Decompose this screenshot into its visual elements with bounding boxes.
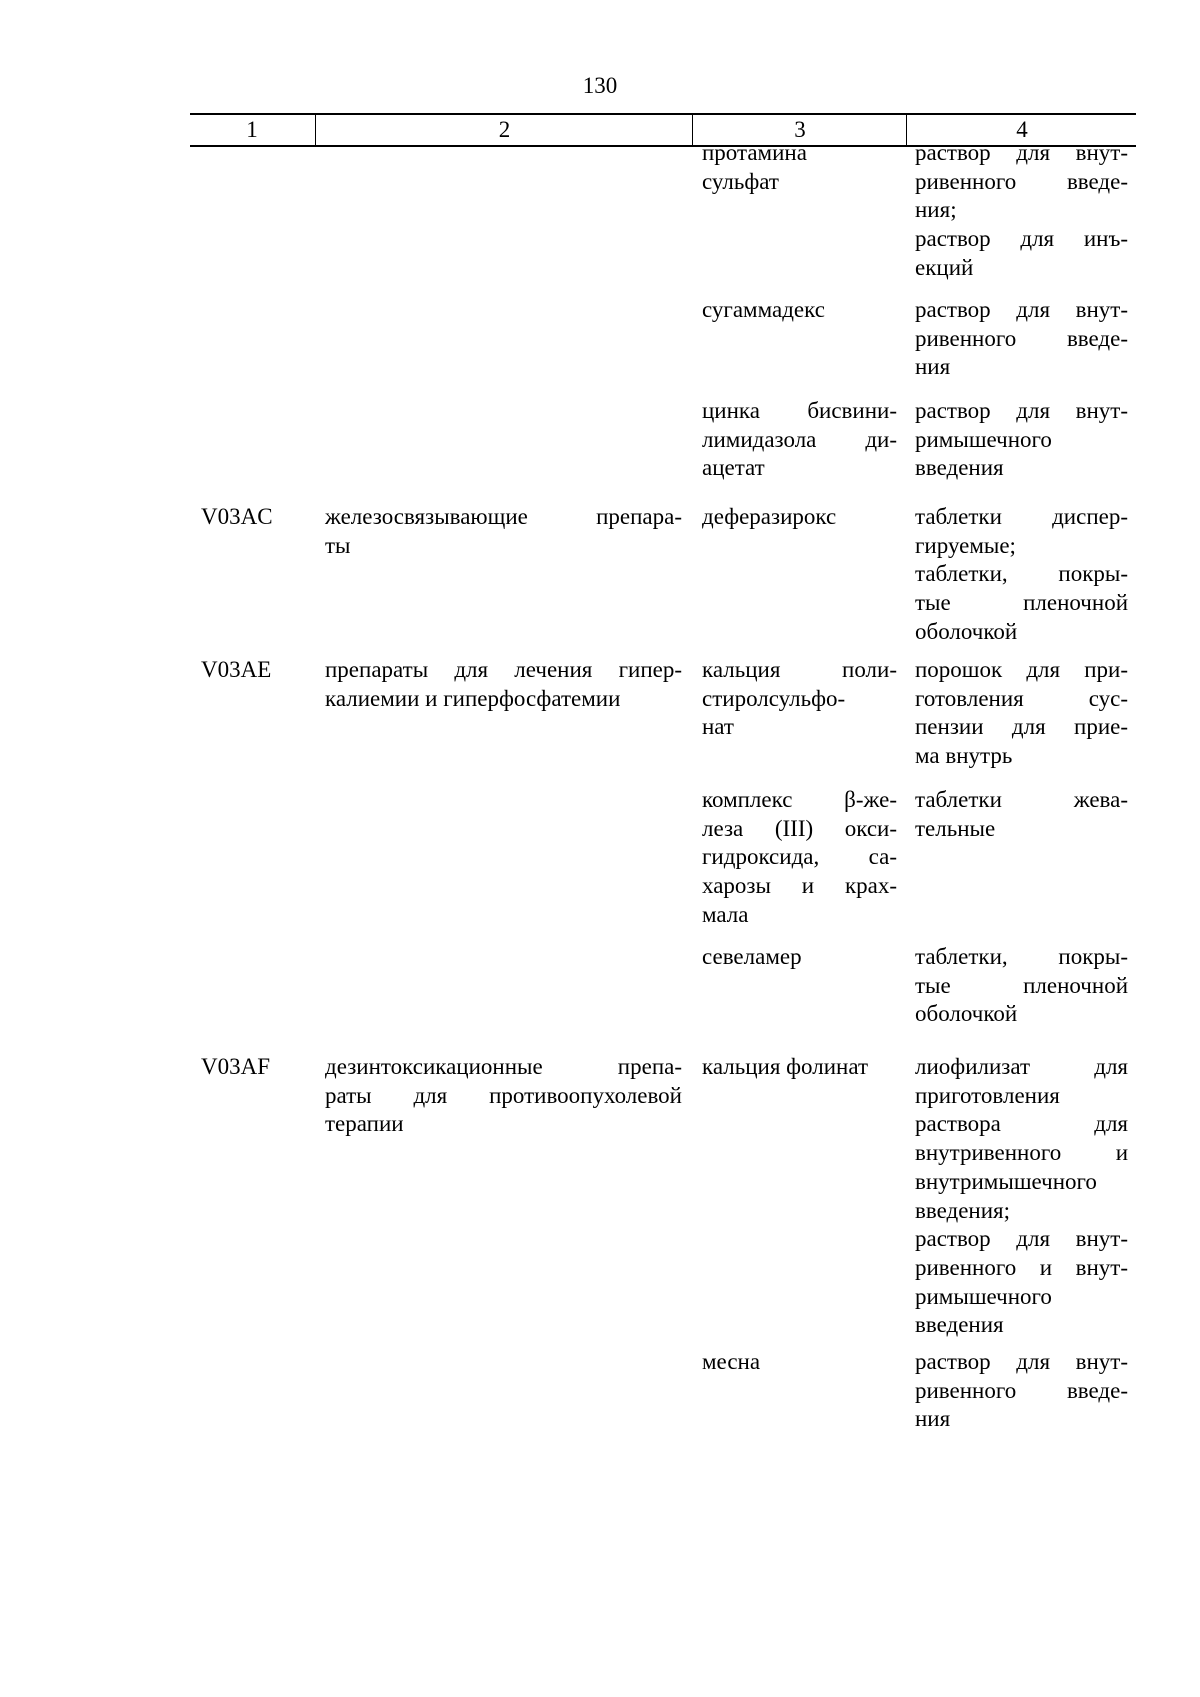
cell-line: дезинтоксикационные препа-	[325, 1054, 682, 1079]
cell-line: кальция фолинат	[702, 1054, 869, 1079]
atc-code-cell	[201, 503, 301, 532]
cell-line: оболочкой	[915, 618, 1018, 644]
cell-line: внутривенного и	[915, 1140, 1128, 1166]
dosage-form-cell	[915, 1348, 1128, 1434]
substance-cell	[702, 503, 897, 532]
cell-line: тельные	[915, 815, 996, 841]
table-row	[190, 656, 1136, 786]
table-row	[190, 139, 1136, 296]
cell-line: раствор для внут-	[915, 140, 1128, 165]
cell-line: препараты для лечения гипер-	[325, 657, 682, 682]
cell-line: таблетки, покры-	[915, 561, 1128, 587]
cell-line: севеламер	[702, 944, 802, 969]
page-number: 130	[582, 73, 618, 98]
cell-line: пензии для прие-	[915, 714, 1128, 740]
table-row	[190, 1053, 1136, 1348]
cell-line: раты для противоопухолевой	[325, 1082, 682, 1108]
header-col-1: 1	[246, 117, 258, 142]
atc-code-cell	[201, 1053, 301, 1082]
table-body	[190, 140, 1136, 1547]
cell-line: кальция поли-	[702, 657, 897, 682]
cell-line: ния	[915, 1406, 951, 1432]
cell-line: таблетки диспер-	[915, 504, 1128, 529]
substance-cell	[702, 139, 897, 196]
cell-line: ты	[325, 532, 351, 558]
cell-line: таблетки жева-	[915, 787, 1128, 812]
cell-line: введения;	[915, 1197, 1010, 1223]
group-name-cell	[325, 656, 682, 713]
header-col-4: 4	[906, 115, 1137, 145]
cell-line: деферазирокс	[702, 504, 837, 529]
cell-line: V03AE	[201, 657, 272, 682]
cell-line: комплекс β-же-	[702, 787, 897, 812]
cell-line: харозы и крах-	[702, 873, 897, 899]
cell-line: тые пленочной	[915, 972, 1128, 998]
substance-cell	[702, 397, 897, 483]
table-row	[190, 397, 1136, 503]
cell-line: порошок для при-	[915, 657, 1128, 682]
cell-line: ния;	[915, 197, 957, 223]
cell-line: железосвязывающие препара-	[325, 504, 682, 529]
cell-line: раствора для	[915, 1111, 1128, 1137]
cell-line: стиролсульфо-	[702, 685, 846, 711]
group-name-cell	[325, 1053, 682, 1139]
cell-line: терапии	[325, 1111, 404, 1137]
cell-line: мала	[702, 901, 749, 927]
cell-line: тые пленочной	[915, 590, 1128, 616]
cell-line: ния	[915, 354, 951, 380]
cell-line: готовления сус-	[915, 685, 1128, 711]
dosage-form-cell	[915, 397, 1128, 483]
cell-line: ривенного введе-	[915, 325, 1128, 351]
cell-line: V03AF	[201, 1054, 271, 1079]
header-col-2: 2	[315, 115, 693, 145]
dosage-form-cell	[915, 503, 1128, 647]
cell-line: ривенного и внут-	[915, 1254, 1128, 1280]
substance-cell	[702, 296, 897, 325]
substance-cell	[702, 943, 897, 972]
cell-line: раствор для внут-	[915, 297, 1128, 322]
header-col-3: 3	[692, 115, 907, 145]
cell-line: таблетки, покры-	[915, 944, 1128, 969]
cell-line: гируемые;	[915, 532, 1016, 558]
dosage-form-cell	[915, 1053, 1128, 1340]
cell-line: римышечного	[915, 1283, 1052, 1309]
cell-line: ривенного введе-	[915, 1377, 1128, 1403]
cell-line: раствор для внут-	[915, 1226, 1128, 1252]
cell-line: сульфат	[702, 168, 779, 194]
cell-line: гидроксида, са-	[702, 844, 897, 870]
dosage-form-cell	[915, 943, 1128, 1029]
cell-line: месна	[702, 1349, 761, 1374]
cell-line: леза (III) окси-	[702, 815, 897, 841]
cell-line: калиемии и гиперфосфатемии	[325, 685, 621, 711]
cell-line: введения	[915, 455, 1004, 481]
table-row	[190, 1348, 1136, 1448]
cell-line: раствор для внут-	[915, 398, 1128, 423]
drug-table	[190, 113, 1136, 1547]
cell-line: внутримышечного	[915, 1168, 1097, 1194]
cell-line: лимидазола ди-	[702, 426, 897, 452]
cell-line: нат	[702, 714, 734, 740]
cell-line: оболочкой	[915, 1001, 1018, 1027]
cell-line: ривенного введе-	[915, 168, 1128, 194]
cell-line: сугаммадекс	[702, 297, 825, 322]
cell-line: ма внутрь	[915, 743, 1013, 769]
cell-line: лиофилизат для	[915, 1054, 1128, 1079]
table-row	[190, 786, 1136, 943]
cell-line: приготовления	[915, 1082, 1060, 1108]
dosage-form-cell	[915, 296, 1128, 382]
cell-line: V03AC	[201, 504, 273, 529]
dosage-form-cell	[915, 656, 1128, 771]
table-row	[190, 296, 1136, 397]
substance-cell	[702, 786, 897, 930]
table-row	[190, 503, 1136, 656]
cell-line: ацетат	[702, 455, 765, 481]
substance-cell	[702, 1053, 897, 1082]
cell-line: раствор для внут-	[915, 1349, 1128, 1374]
dosage-form-cell	[915, 786, 1128, 843]
substance-cell	[702, 656, 897, 742]
cell-line: введения	[915, 1312, 1004, 1338]
group-name-cell	[325, 503, 682, 560]
cell-line: римышечного	[915, 426, 1052, 452]
table-row	[190, 943, 1136, 1053]
cell-line: екций	[915, 254, 974, 280]
atc-code-cell	[201, 656, 301, 685]
cell-line: протамина	[702, 140, 807, 165]
substance-cell	[702, 1348, 897, 1377]
dosage-form-cell	[915, 139, 1128, 283]
cell-line: цинка бисвини-	[702, 398, 897, 423]
cell-line: раствор для инъ-	[915, 226, 1128, 252]
